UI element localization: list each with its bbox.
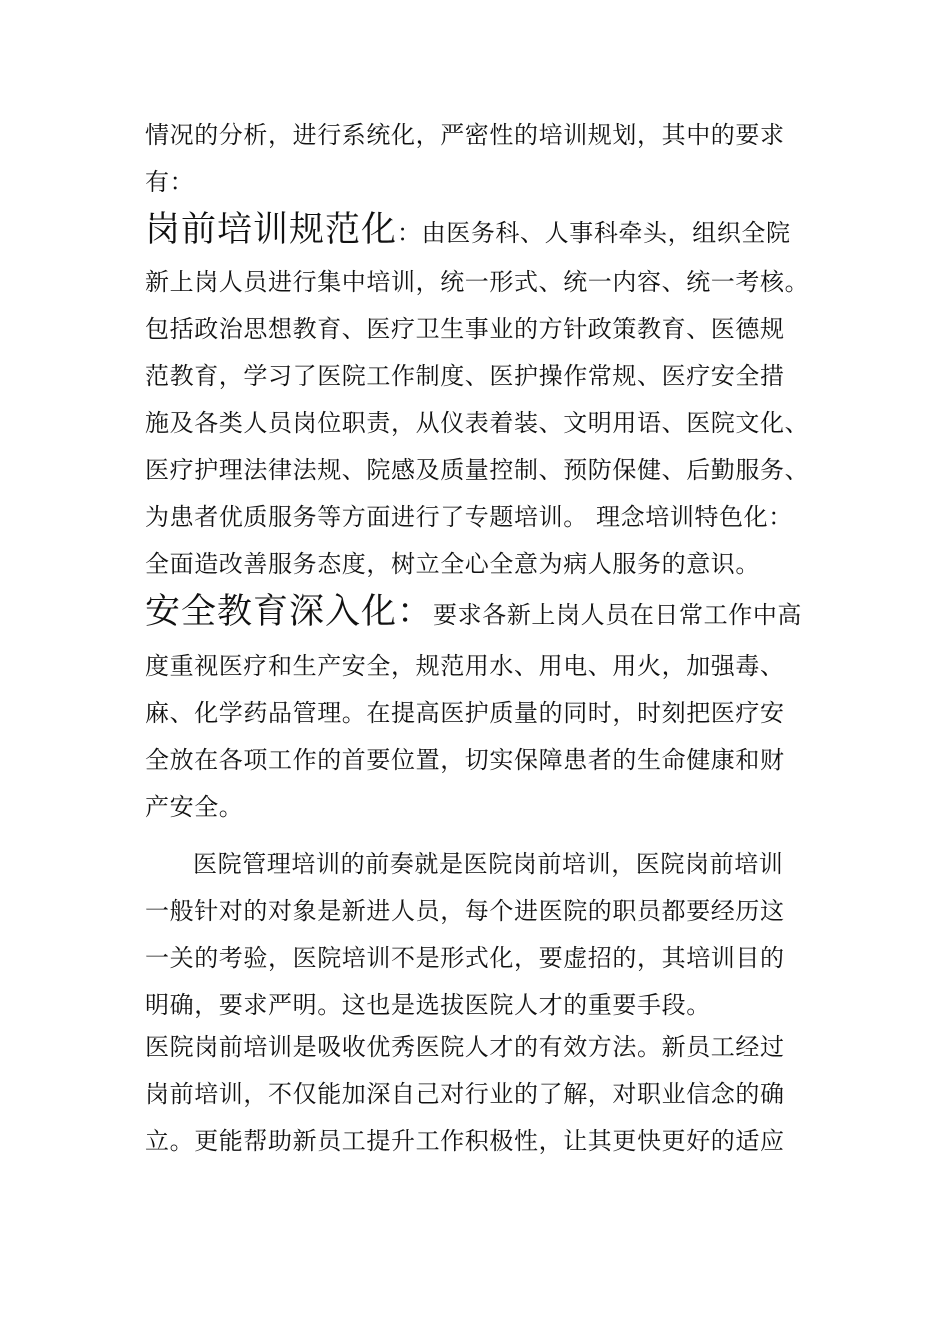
section-heading-pre-job-training: 岗前培训规范化 xyxy=(145,210,398,250)
text-line: 包括政治思想教育、医疗卫生事业的方针政策教育、医德规 xyxy=(145,315,785,343)
text-line: 有： xyxy=(145,168,195,196)
text-line: 新上岗人员进行集中培训，统一形式、统一内容、统一考核。 xyxy=(145,268,810,296)
text-line: 为患者优质服务等方面进行了专题培训。 理念培训特色化： xyxy=(145,503,793,531)
text-line: 要求各新上岗人员在日常工作中高 xyxy=(433,601,803,629)
document-page xyxy=(145,112,810,1165)
text-line: 由医务科、人事科牵头，组织全院 xyxy=(421,219,791,247)
text-line: 岗前培训，不仅能加深自己对行业的了解，对职业信念的确 xyxy=(145,1080,785,1108)
section-heading-line xyxy=(145,583,810,643)
text-line: 全放在各项工作的首要位置，切实保障患者的生命健康和财 xyxy=(145,746,785,774)
text-line: 一般针对的对象是新进人员，每个进医院的职员都要经历这 xyxy=(145,897,785,925)
section-heading-safety-education: 安全教育深入化： xyxy=(145,592,434,632)
text-line: 麻、化学药品管理。在提高医护质量的同时，时刻把医疗安 xyxy=(145,699,785,727)
text-line: 施及各类人员岗位职责，从仪表着装、文明用语、医院文化、 xyxy=(145,409,810,437)
text-line: 情况的分析，进行系统化，严密性的培训规划，其中的要求 xyxy=(145,121,785,149)
text-line: 度重视医疗和生产安全，规范用水、用电、用火，加强毒、 xyxy=(145,652,785,680)
text-line: 医疗护理法律法规、院感及质量控制、预防保健、后勤服务、 xyxy=(145,456,810,484)
text-line: 医院岗前培训是吸收优秀医院人才的有效方法。新员工经过 xyxy=(145,1033,785,1061)
text-line: 立。更能帮助新员工提升工作积极性，让其更快更好的适应 xyxy=(145,1127,785,1155)
text-line: 一关的考验，医院培训不是形式化，要虚招的，其培训目的 xyxy=(145,944,785,972)
text-line: 范教育，学习了医院工作制度、医护操作常规、医疗安全措 xyxy=(145,362,785,390)
paragraph-gap xyxy=(145,831,810,841)
heading-colon: ： xyxy=(397,219,422,247)
text-line: 医院管理培训的前奏就是医院岗前培训，医院岗前培训 xyxy=(193,850,784,878)
text-line: 全面造改善服务态度，树立全心全意为病人服务的意识。 xyxy=(145,550,760,578)
section-heading-line xyxy=(145,201,810,259)
text-line: 明确，要求严明。这也是选拔医院人才的重要手段。 xyxy=(145,991,711,1019)
text-line: 产安全。 xyxy=(145,793,244,821)
